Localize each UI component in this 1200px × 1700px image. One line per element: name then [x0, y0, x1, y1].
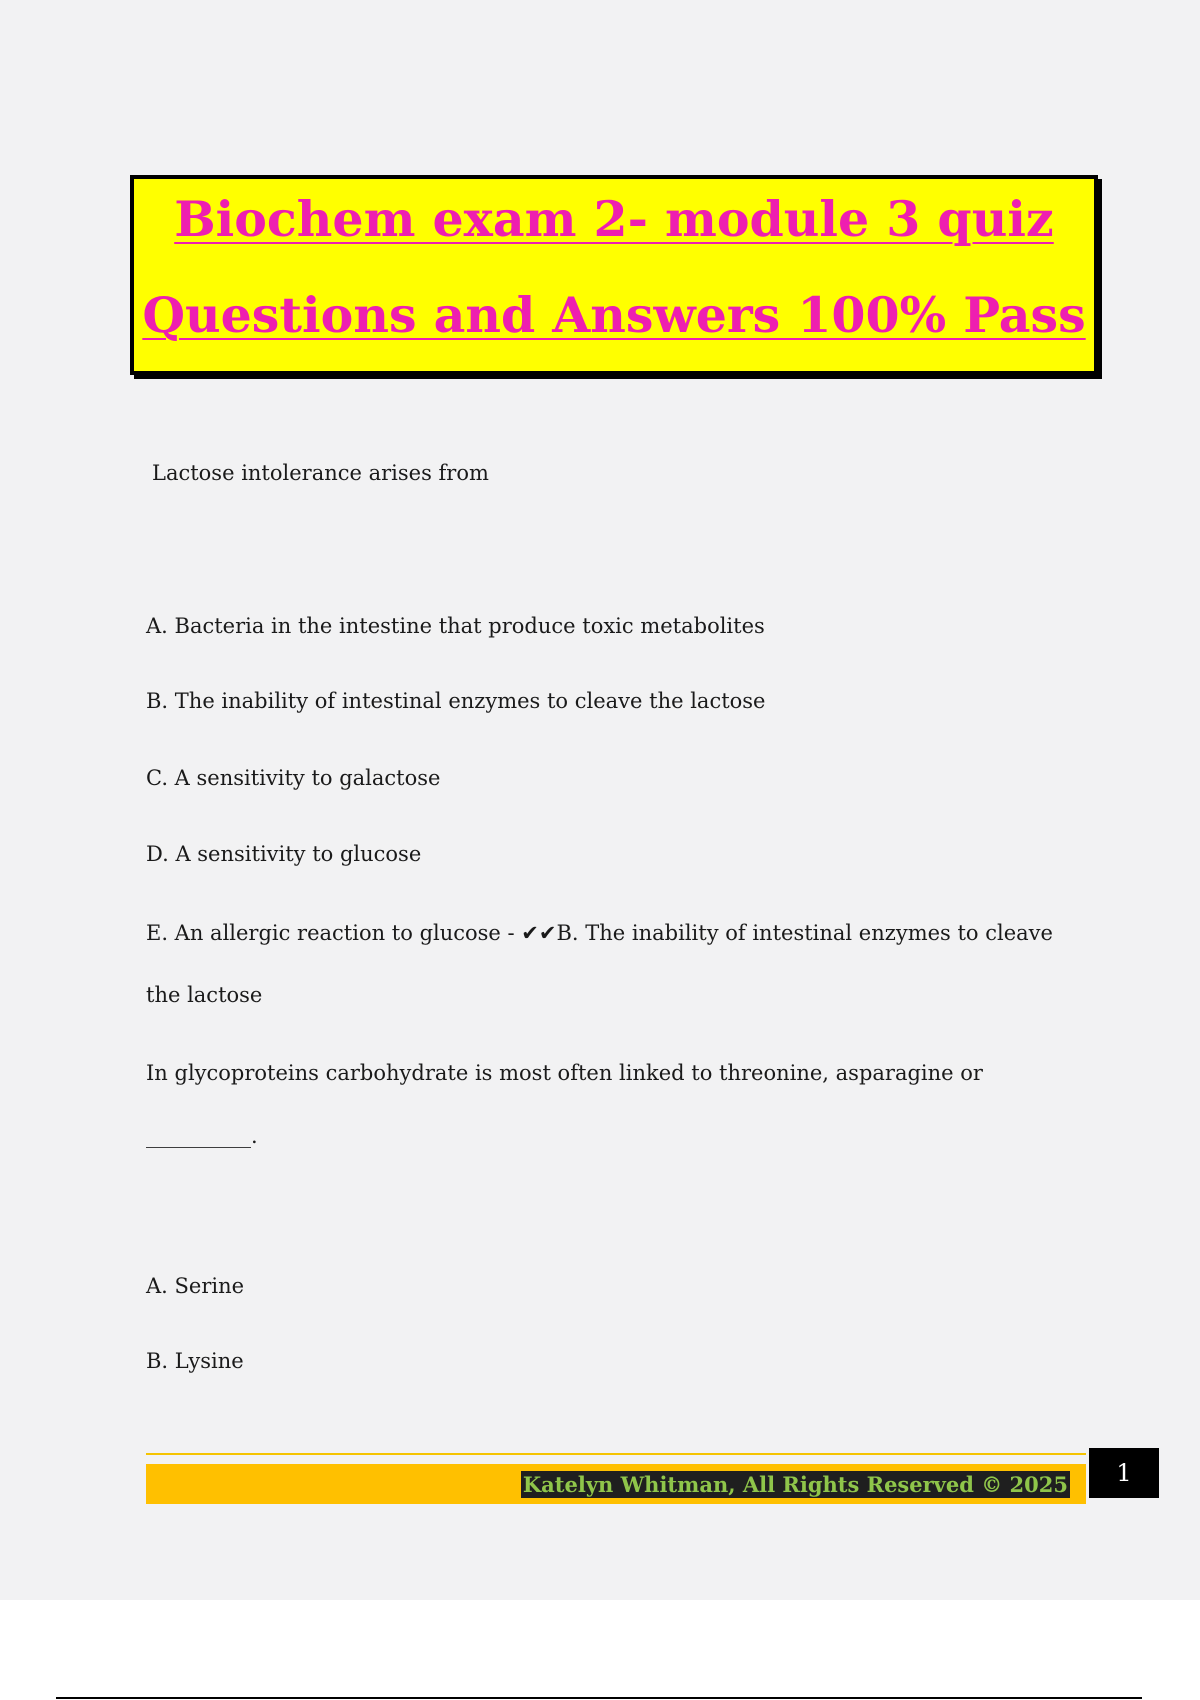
question-1-option-c: C. A sensitivity to galactose [146, 766, 441, 790]
question-2-text: In glycoproteins carbohydrate is most often linked to threonine, asparagine or [146, 1061, 983, 1085]
footer-rule [146, 1453, 1086, 1455]
footer-copyright: Katelyn Whitman, All Rights Reserved © 2025 [522, 1472, 1068, 1497]
page-separator-line [56, 1697, 1142, 1699]
footer-band [146, 1464, 1086, 1504]
document-title-line-1: Biochem exam 2- module 3 quiz [174, 190, 1054, 248]
question-2-option-a: A. Serine [146, 1274, 245, 1298]
question-1-option-a: A. Bacteria in the intestine that produce toxic metabolites [146, 614, 765, 638]
question-2-option-b: B. Lysine [146, 1349, 244, 1373]
question-1-option-e-answer: E. An allergic reaction to glucose - ✔✔B. The inability of intestinal enzymes to cleave [146, 921, 1053, 945]
question-1-text: Lactose intolerance arises from [152, 461, 489, 485]
question-1-answer-continued: the lactose [146, 983, 263, 1007]
page-number: 1 [1089, 1448, 1159, 1498]
question-1-option-b: B. The inability of intestinal enzymes to cleave the lactose [146, 689, 766, 713]
question-1-option-d: D. A sensitivity to glucose [146, 842, 422, 866]
question-2-blank: __________. [146, 1124, 258, 1148]
document-title-line-2: Questions and Answers 100% Pass [142, 286, 1086, 344]
title-box [130, 175, 1098, 375]
